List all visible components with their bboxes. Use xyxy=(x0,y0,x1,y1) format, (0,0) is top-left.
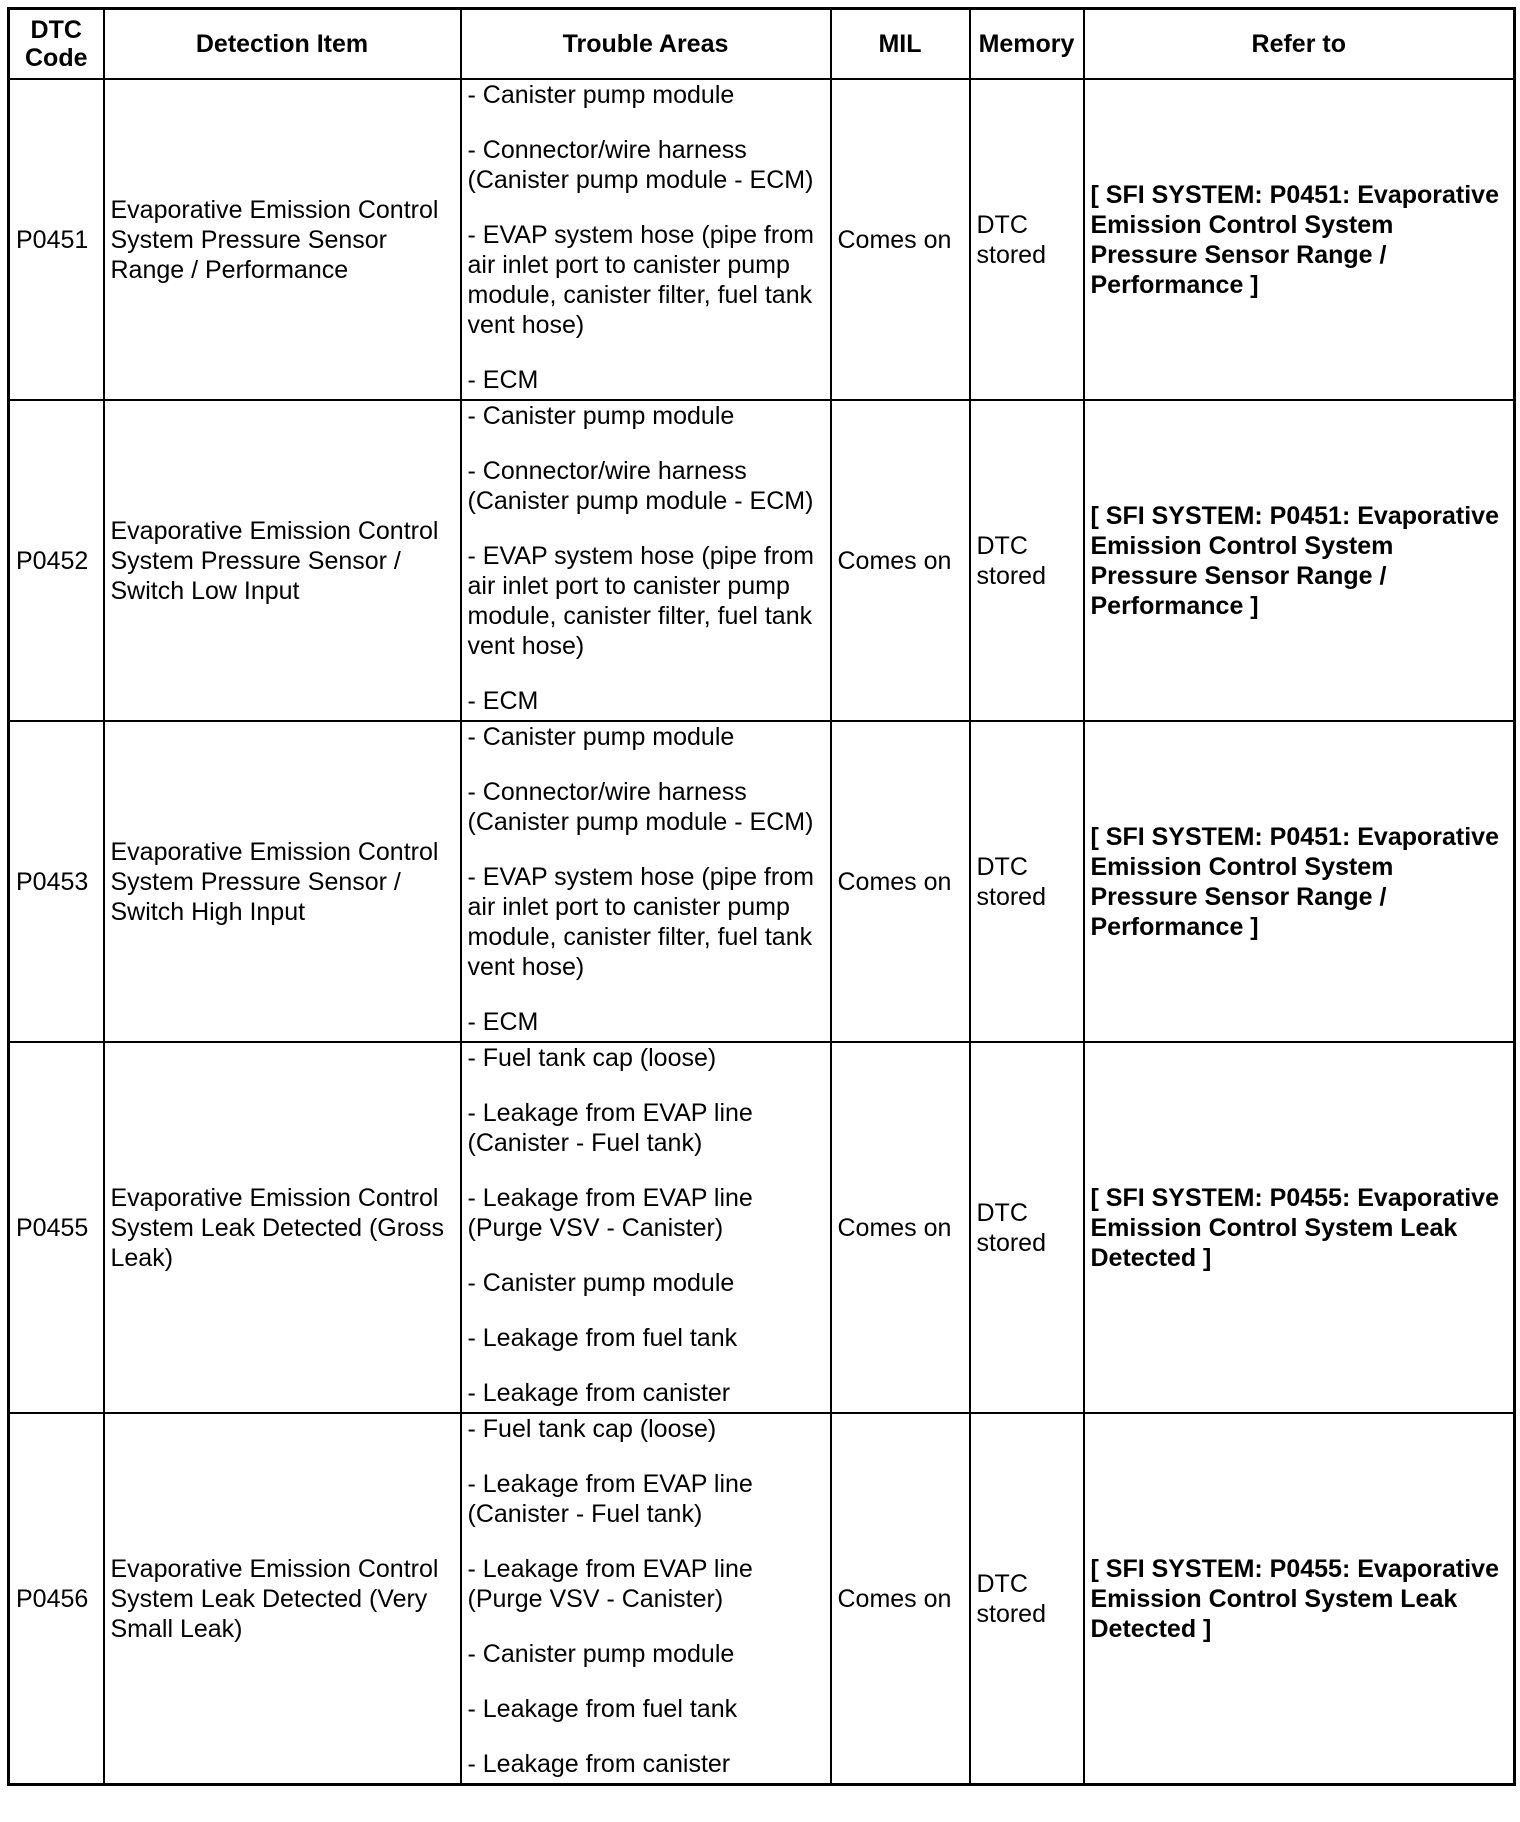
table-header-row xyxy=(9,9,1515,80)
trouble-areas-cell xyxy=(461,721,831,1042)
memory-cell: DTC stored xyxy=(970,1042,1084,1413)
mil-cell: Comes on xyxy=(831,79,970,400)
dtc-code-cell: P0453 xyxy=(9,721,104,1042)
trouble-areas-cell xyxy=(461,400,831,721)
refer-to-link[interactable]: [ SFI SYSTEM: P0451: Evaporative Emission Control System Pressure Sensor Range / Performance ] xyxy=(1090,822,1499,941)
trouble-areas-cell xyxy=(461,79,831,400)
trouble-areas-cell xyxy=(461,1042,831,1413)
trouble-areas-cell xyxy=(461,1413,831,1785)
trouble-area-item: - Leakage from EVAP line (Canister - Fuel tank) xyxy=(467,1470,753,1528)
refer-to-link[interactable]: [ SFI SYSTEM: P0455: Evaporative Emission Control System Leak Detected ] xyxy=(1090,1554,1499,1643)
table-row xyxy=(9,400,1515,721)
dtc-code-cell: P0452 xyxy=(9,400,104,721)
detection-item-cell: Evaporative Emission Control System Leak Detected (Very Small Leak) xyxy=(104,1413,461,1785)
trouble-area-item: - Connector/wire harness (Canister pump module - ECM) xyxy=(467,136,814,194)
trouble-area-item: - Canister pump module xyxy=(467,402,735,430)
table-row xyxy=(9,79,1515,400)
dtc-code-cell: P0456 xyxy=(9,1413,104,1785)
trouble-area-item: - Canister pump module xyxy=(467,1640,735,1668)
trouble-area-item: - Connector/wire harness (Canister pump module - ECM) xyxy=(467,457,814,515)
trouble-area-item: - Canister pump module xyxy=(467,1269,735,1297)
table-row xyxy=(9,1042,1515,1413)
memory-cell: DTC stored xyxy=(970,721,1084,1042)
trouble-area-item: - Leakage from EVAP line (Purge VSV - Canister) xyxy=(467,1555,753,1613)
detection-item-cell: Evaporative Emission Control System Pressure Sensor / Switch Low Input xyxy=(104,400,461,721)
detection-item-cell: Evaporative Emission Control System Leak Detected (Gross Leak) xyxy=(104,1042,461,1413)
detection-item-cell: Evaporative Emission Control System Pressure Sensor Range / Performance xyxy=(104,79,461,400)
trouble-area-item: - Leakage from fuel tank xyxy=(467,1695,738,1723)
dtc-code-cell: P0455 xyxy=(9,1042,104,1413)
memory-cell: DTC stored xyxy=(970,1413,1084,1785)
refer-to-cell xyxy=(1084,400,1515,721)
refer-to-link[interactable]: [ SFI SYSTEM: P0455: Evaporative Emission Control System Leak Detected ] xyxy=(1090,1183,1499,1272)
header-memory: Memory xyxy=(970,9,1084,80)
header-trouble-areas: Trouble Areas xyxy=(461,9,831,80)
header-detection-item: Detection Item xyxy=(104,9,461,80)
trouble-area-item: - ECM xyxy=(467,1008,539,1036)
mil-cell: Comes on xyxy=(831,1042,970,1413)
refer-to-link[interactable]: [ SFI SYSTEM: P0451: Evaporative Emission Control System Pressure Sensor Range / Performance ] xyxy=(1090,501,1499,620)
mil-cell: Comes on xyxy=(831,400,970,721)
refer-to-cell xyxy=(1084,1042,1515,1413)
trouble-area-item: - Leakage from canister xyxy=(467,1750,731,1778)
trouble-area-item: - Leakage from EVAP line (Purge VSV - Canister) xyxy=(467,1184,753,1242)
refer-to-cell xyxy=(1084,1413,1515,1785)
refer-to-link[interactable]: [ SFI SYSTEM: P0451: Evaporative Emission Control System Pressure Sensor Range / Performance ] xyxy=(1090,180,1499,299)
mil-cell: Comes on xyxy=(831,1413,970,1785)
table-row xyxy=(9,721,1515,1042)
trouble-area-item: - Canister pump module xyxy=(467,723,735,751)
dtc-code-cell: P0451 xyxy=(9,79,104,400)
header-mil: MIL xyxy=(831,9,970,80)
trouble-area-item: - Leakage from EVAP line (Canister - Fuel tank) xyxy=(467,1099,753,1157)
trouble-area-item: - Connector/wire harness (Canister pump module - ECM) xyxy=(467,778,814,836)
trouble-area-item: - Leakage from canister xyxy=(467,1379,731,1407)
trouble-area-item: - ECM xyxy=(467,366,539,394)
trouble-area-item: - EVAP system hose (pipe from air inlet port to canister pump module, canister filter, fuel tank vent hose) xyxy=(467,221,814,339)
trouble-area-item: - ECM xyxy=(467,687,539,715)
dtc-table xyxy=(7,7,1516,1786)
memory-cell: DTC stored xyxy=(970,79,1084,400)
trouble-area-item: - EVAP system hose (pipe from air inlet port to canister pump module, canister filter, fuel tank vent hose) xyxy=(467,863,814,981)
table-row xyxy=(9,1413,1515,1785)
header-dtc-code: DTC Code xyxy=(9,9,104,80)
mil-cell: Comes on xyxy=(831,721,970,1042)
refer-to-cell xyxy=(1084,721,1515,1042)
trouble-area-item: - Canister pump module xyxy=(467,81,735,109)
memory-cell: DTC stored xyxy=(970,400,1084,721)
trouble-area-item: - Fuel tank cap (loose) xyxy=(467,1415,717,1443)
header-refer-to: Refer to xyxy=(1084,9,1515,80)
trouble-area-item: - EVAP system hose (pipe from air inlet port to canister pump module, canister filter, fuel tank vent hose) xyxy=(467,542,814,660)
detection-item-cell: Evaporative Emission Control System Pressure Sensor / Switch High Input xyxy=(104,721,461,1042)
refer-to-cell xyxy=(1084,79,1515,400)
table-body xyxy=(9,79,1515,1785)
trouble-area-item: - Leakage from fuel tank xyxy=(467,1324,738,1352)
trouble-area-item: - Fuel tank cap (loose) xyxy=(467,1044,717,1072)
